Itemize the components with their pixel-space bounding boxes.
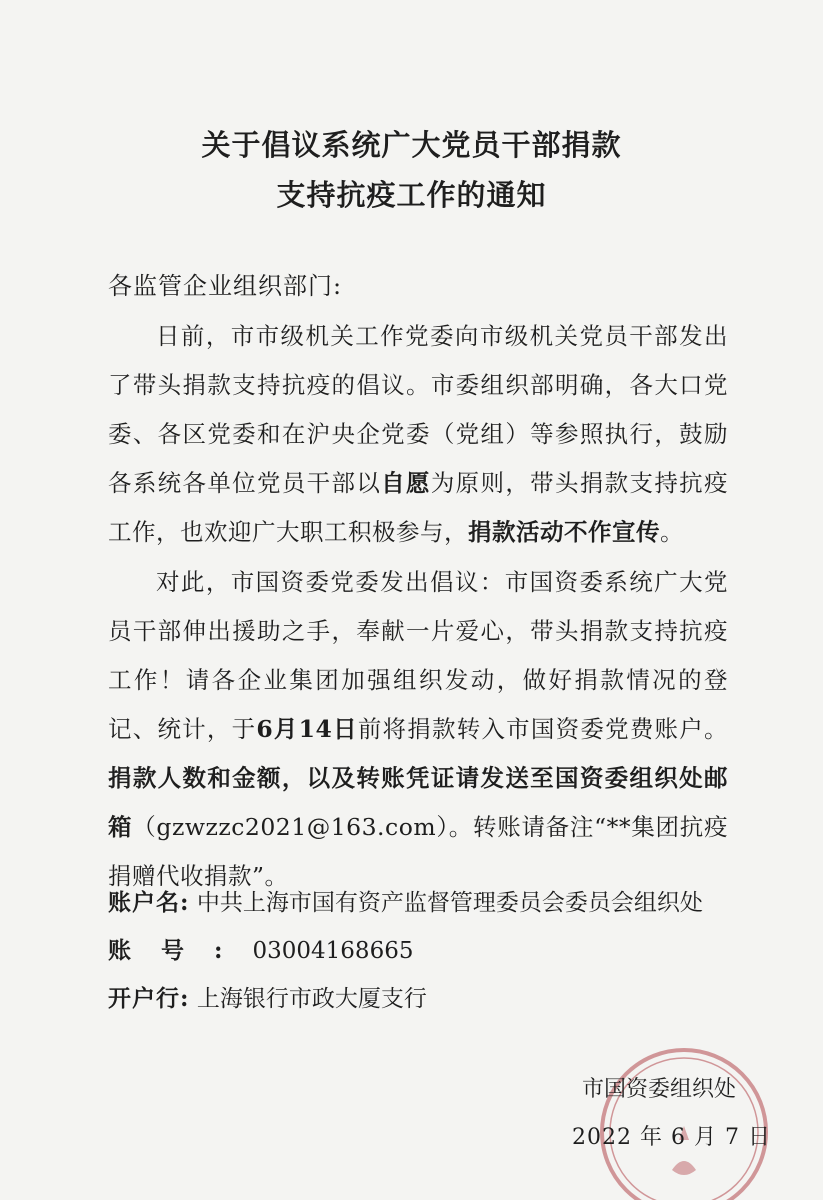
official-seal-stamp <box>584 1020 784 1200</box>
issue-date: 2022 年 6 月 7 日 <box>572 1125 771 1150</box>
paragraph-2-bold-a: 6月14日 <box>256 715 358 743</box>
account-number-row <box>108 932 413 965</box>
title-line-2: 支持抗疫工作的通知 <box>276 178 547 212</box>
paragraph-2 <box>108 558 728 901</box>
title-line-1: 关于倡议系统广大党员干部捐款 <box>201 128 622 162</box>
account-bank-label: 开户行: <box>108 985 190 1012</box>
paragraph-1-bold-b: 捐款活动不作宣传 <box>468 518 660 546</box>
paragraph-1-text-c: 。 <box>660 518 684 546</box>
account-name-value: 中共上海市国有资产监督管理委员会委员会组织处 <box>196 890 703 916</box>
paragraph-1-text-b: 为原则，带头捐款支持抗疫工作，也欢迎广大职工积极参与， <box>108 469 729 546</box>
account-name-label: 账户名: <box>108 889 190 916</box>
account-bank-row <box>108 980 427 1013</box>
issuer: 市国资委组织处 <box>582 1077 737 1102</box>
account-number-label: 账号: <box>108 937 253 964</box>
account-number-value: 03004168665 <box>252 938 414 964</box>
paragraph-2-text-c: （gzwzzc2021@163.com）。转账请备注“**集团抗疫捐赠代收捐款”。 <box>108 813 728 890</box>
account-name-row <box>108 884 703 917</box>
paragraph-2-bold-b: 捐款人数和金额，以及转账凭证请发送至国资委组织处邮箱 <box>108 764 728 841</box>
paragraph-2-text-a: 对此，市国资委党委发出倡议：市国资委系统广大党员干部伸出援助之手，奉献一片爱心，带头捐款支持抗疫工作！请各企业集团加强组织发动，做好捐款情况的登记、统计，于 <box>108 568 728 743</box>
account-bank-value: 上海银行市政大厦支行 <box>196 986 427 1012</box>
paragraph-1-text-a: 日前，市市级机关工作党委向市级机关党员干部发出了带头捐款支持抗疫的倡议。市委组织部明确，各大口党委、各区党委和在沪央企党委（党组）等参照执行，鼓励各系统各单位党员干部以 <box>108 322 728 497</box>
salutation: 各监管企业组织部门: <box>108 272 343 300</box>
paragraph-1 <box>108 312 728 557</box>
paragraph-1-bold-a: 自愿 <box>381 469 431 497</box>
paragraph-2-text-b: 前将捐款转入市国资委党费账户。 <box>357 715 728 743</box>
